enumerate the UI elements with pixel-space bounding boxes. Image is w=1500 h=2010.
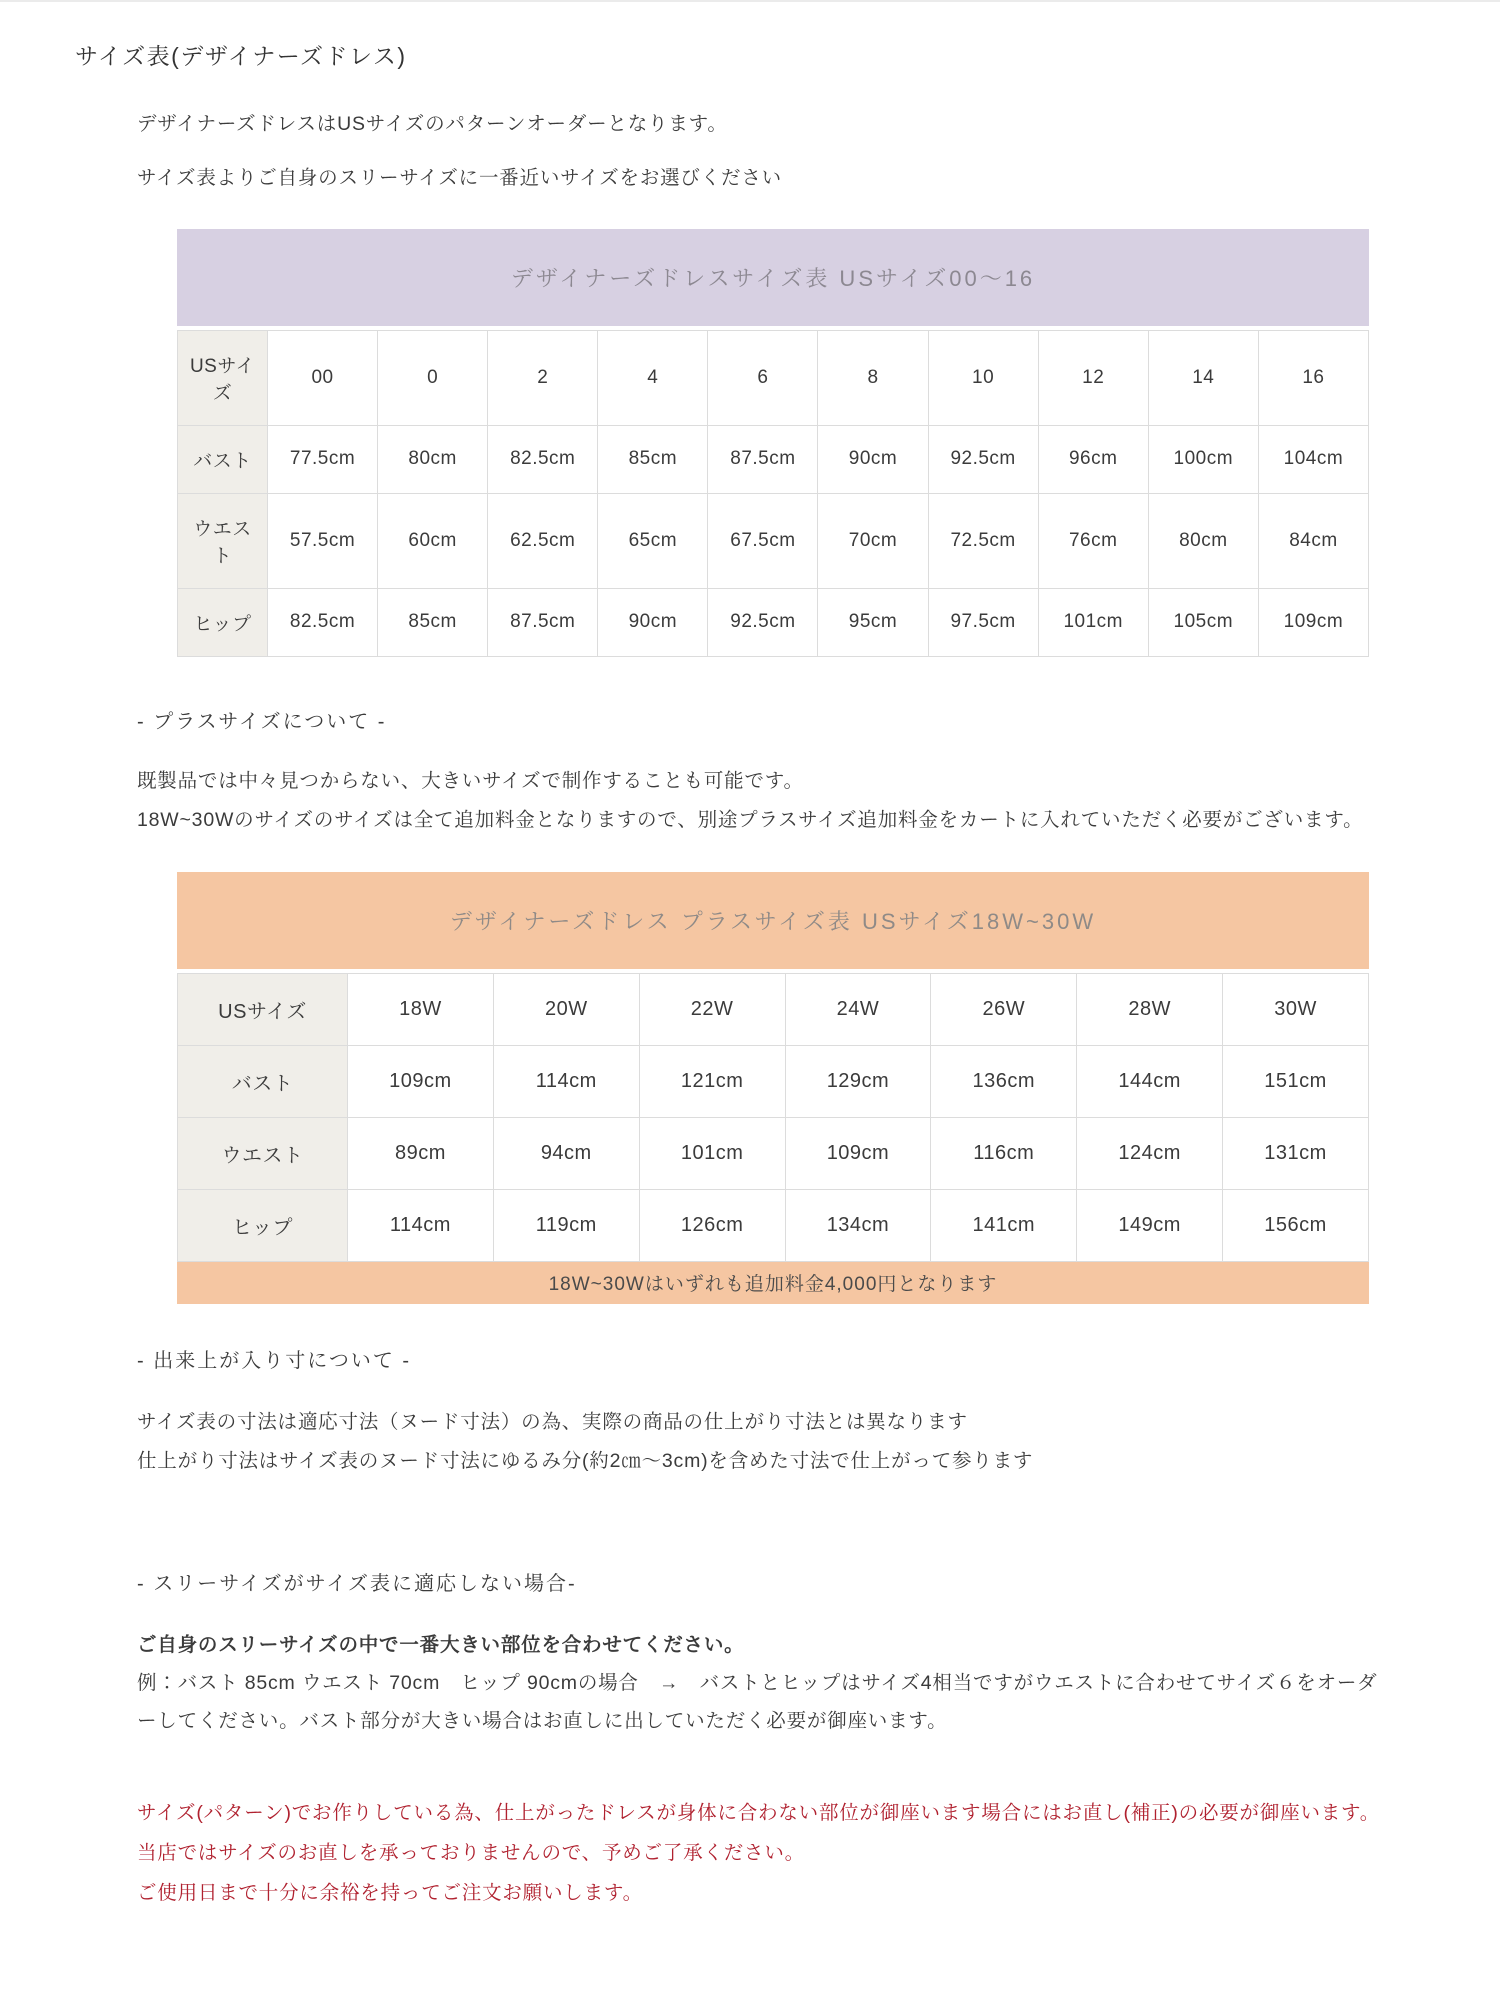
- value-cell: 24W: [785, 973, 931, 1045]
- value-cell: 116cm: [931, 1117, 1077, 1189]
- value-cell: 80cm: [1148, 493, 1258, 588]
- value-cell: 131cm: [1223, 1117, 1369, 1189]
- value-cell: 100cm: [1148, 425, 1258, 493]
- value-cell: 65cm: [598, 493, 708, 588]
- value-cell: 121cm: [639, 1045, 785, 1117]
- value-cell: 28W: [1077, 973, 1223, 1045]
- value-cell: 12: [1038, 330, 1148, 425]
- value-cell: 92.5cm: [928, 425, 1038, 493]
- plus-size-table: [177, 973, 1369, 1262]
- page-title: サイズ表(デザイナーズドレス): [75, 43, 407, 69]
- value-cell: 94cm: [493, 1117, 639, 1189]
- value-cell: 14: [1148, 330, 1258, 425]
- value-cell: 95cm: [818, 588, 928, 656]
- value-cell: 119cm: [493, 1189, 639, 1261]
- value-cell: 60cm: [378, 493, 488, 588]
- value-cell: 101cm: [639, 1117, 785, 1189]
- value-cell: 80cm: [378, 425, 488, 493]
- value-cell: 149cm: [1077, 1189, 1223, 1261]
- value-cell: 97.5cm: [928, 588, 1038, 656]
- value-cell: 109cm: [785, 1117, 931, 1189]
- finished-size-paragraph: サイズ表の寸法は適応寸法（ヌード寸法）の為、実際の商品の仕上がり寸法とは異なります 仕上がり寸法はサイズ表のヌード寸法にゆるみ分(約2㎝〜3cm)を含めた寸法で仕上がって参ります: [137, 1410, 1034, 1472]
- value-cell: 18W: [348, 973, 494, 1045]
- row-label-cell: USサイズ: [178, 330, 268, 425]
- value-cell: 85cm: [598, 425, 708, 493]
- value-cell: 57.5cm: [268, 493, 378, 588]
- plus-size-table-footer: 18W~30Wはいずれも追加料金4,000円となります: [177, 1262, 1369, 1304]
- value-cell: 151cm: [1223, 1045, 1369, 1117]
- mismatch-body-text: 例：バスト 85cm ウエスト 70cm ヒップ 90cmの場合 → バストとヒップはサイズ4相当ですがウエストに合わせてサイズ６をオーダーしてください。バスト部分が大きい場合はお直しに出していただく必要が御座います。: [137, 1671, 1378, 1732]
- value-cell: 104cm: [1258, 425, 1368, 493]
- value-cell: 134cm: [785, 1189, 931, 1261]
- value-cell: 82.5cm: [488, 425, 598, 493]
- value-cell: 109cm: [348, 1045, 494, 1117]
- value-cell: 96cm: [1038, 425, 1148, 493]
- standard-size-table: [177, 330, 1369, 657]
- mismatch-block: [137, 1626, 1390, 1740]
- value-cell: 26W: [931, 973, 1077, 1045]
- value-cell: 124cm: [1077, 1117, 1223, 1189]
- alteration-notice: サイズ(パターン)でお作りしている為、仕上がったドレスが身体に合わない部位が御座います場合にはお直し(補正)の必要が御座います。 当店ではサイズのお直しを承っておりませんので、予めご了承ください。 ご使用日まで十分に余裕を持ってご注文お願いします。: [137, 1801, 1381, 1904]
- standard-size-table-block: [177, 229, 1369, 657]
- value-cell: 76cm: [1038, 493, 1148, 588]
- value-cell: 126cm: [639, 1189, 785, 1261]
- value-cell: 109cm: [1258, 588, 1368, 656]
- table-row: [178, 1117, 1369, 1189]
- intro-line-2: サイズ表よりご自身のスリーサイズに一番近いサイズをお選びください: [137, 167, 782, 190]
- value-cell: 82.5cm: [268, 588, 378, 656]
- size-guide-page: [0, 2, 1500, 2010]
- value-cell: 10: [928, 330, 1038, 425]
- value-cell: 85cm: [378, 588, 488, 656]
- intro-line-1: デザイナーズドレスはUSサイズのパターンオーダーとなります。: [137, 113, 728, 135]
- row-label-cell: バスト: [178, 425, 268, 493]
- value-cell: 141cm: [931, 1189, 1077, 1261]
- value-cell: 4: [598, 330, 708, 425]
- value-cell: 0: [378, 330, 488, 425]
- finished-size-heading: - 出来上が入り寸について -: [137, 1349, 412, 1372]
- table-row: [178, 1045, 1369, 1117]
- value-cell: 114cm: [348, 1189, 494, 1261]
- plus-size-table-block: [177, 872, 1369, 1304]
- table-row: [178, 330, 1369, 425]
- row-label-cell: USサイズ: [178, 973, 348, 1045]
- value-cell: 8: [818, 330, 928, 425]
- table-row: [178, 973, 1369, 1045]
- table-row: [178, 493, 1369, 588]
- table-row: [178, 588, 1369, 656]
- value-cell: 92.5cm: [708, 588, 818, 656]
- value-cell: 30W: [1223, 973, 1369, 1045]
- value-cell: 144cm: [1077, 1045, 1223, 1117]
- mismatch-heading: - スリーサイズがサイズ表に適応しない場合-: [137, 1572, 577, 1595]
- value-cell: 20W: [493, 973, 639, 1045]
- value-cell: 156cm: [1223, 1189, 1369, 1261]
- mismatch-bold-line: ご自身のスリーサイズの中で一番大きい部位を合わせてください。: [137, 1633, 745, 1656]
- value-cell: 101cm: [1038, 588, 1148, 656]
- value-cell: 77.5cm: [268, 425, 378, 493]
- plus-size-paragraph: 既製品では中々見つからない、大きいサイズで制作することも可能です。 18W~30Wのサイズのサイズは全て追加料金となりますので、別途プラスサイズ追加料金をカートに入れていただく必要がございます。: [137, 769, 1364, 831]
- value-cell: 84cm: [1258, 493, 1368, 588]
- plus-size-heading: - プラスサイズについて -: [137, 710, 387, 733]
- value-cell: 6: [708, 330, 818, 425]
- value-cell: 136cm: [931, 1045, 1077, 1117]
- value-cell: 105cm: [1148, 588, 1258, 656]
- row-label-cell: ヒップ: [178, 588, 268, 656]
- table-row: [178, 425, 1369, 493]
- row-label-cell: ウエスト: [178, 1117, 348, 1189]
- row-label-cell: ヒップ: [178, 1189, 348, 1261]
- row-label-cell: バスト: [178, 1045, 348, 1117]
- value-cell: 87.5cm: [708, 425, 818, 493]
- value-cell: 16: [1258, 330, 1368, 425]
- value-cell: 70cm: [818, 493, 928, 588]
- plus-size-table-caption: デザイナーズドレス プラスサイズ表 USサイズ18W~30W: [177, 872, 1369, 969]
- value-cell: 2: [488, 330, 598, 425]
- value-cell: 62.5cm: [488, 493, 598, 588]
- value-cell: 00: [268, 330, 378, 425]
- row-label-cell: ウエスト: [178, 493, 268, 588]
- page-content: [137, 111, 1390, 1914]
- value-cell: 129cm: [785, 1045, 931, 1117]
- value-cell: 67.5cm: [708, 493, 818, 588]
- value-cell: 90cm: [818, 425, 928, 493]
- standard-size-table-body: [178, 330, 1369, 656]
- value-cell: 114cm: [493, 1045, 639, 1117]
- value-cell: 90cm: [598, 588, 708, 656]
- value-cell: 72.5cm: [928, 493, 1038, 588]
- standard-size-table-caption: デザイナーズドレスサイズ表 USサイズ00〜16: [177, 229, 1369, 326]
- table-row: [178, 1189, 1369, 1261]
- plus-size-table-body: [178, 973, 1369, 1261]
- value-cell: 22W: [639, 973, 785, 1045]
- value-cell: 89cm: [348, 1117, 494, 1189]
- value-cell: 87.5cm: [488, 588, 598, 656]
